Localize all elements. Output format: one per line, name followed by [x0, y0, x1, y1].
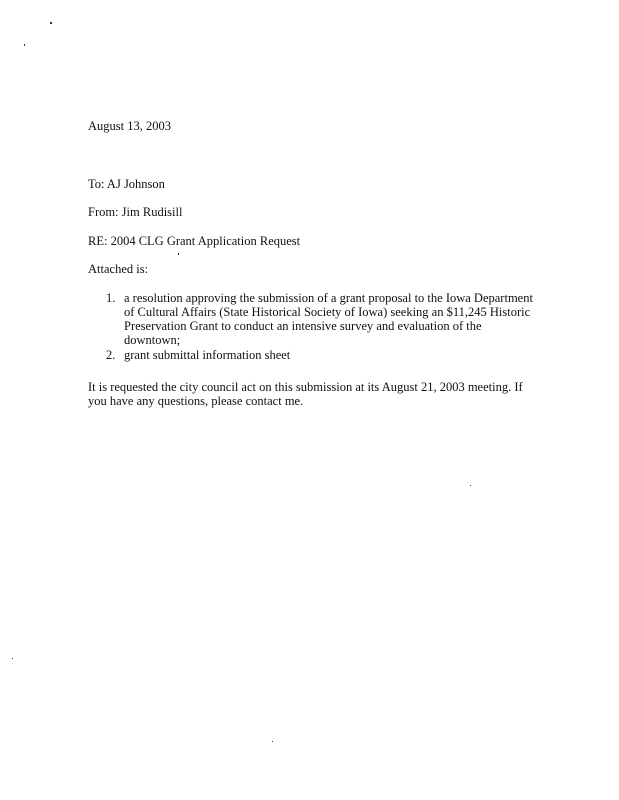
closing-line: you have any questions, please contact me.: [88, 394, 304, 408]
scan-speck: [470, 485, 471, 486]
list-item-line: downtown;: [124, 333, 181, 347]
memo-from: From: Jim Rudisill: [88, 205, 183, 219]
scan-speck: [24, 44, 25, 46]
closing-line: It is requested the city council act on this submission at its August 21, 2003 meeting. If: [88, 380, 523, 394]
memo-subject: RE: 2004 CLG Grant Application Request: [88, 234, 301, 248]
list-number: 2.: [106, 348, 116, 362]
closing-paragraph: [88, 380, 523, 408]
scan-speck: [50, 22, 52, 24]
scan-speck: [178, 253, 179, 255]
list-item-line: a resolution approving the submission of a grant proposal to the Iowa Department: [124, 291, 533, 305]
list-number: 1.: [106, 291, 116, 305]
list-item-line: of Cultural Affairs (State Historical Society of Iowa) seeking an $11,245 Historic: [124, 305, 531, 319]
list-item-line: Preservation Grant to conduct an intensive survey and evaluation of the: [124, 319, 482, 333]
list-item-line: grant submittal information sheet: [124, 348, 291, 362]
attached-label: Attached is:: [88, 262, 149, 276]
memo-to: To: AJ Johnson: [88, 177, 165, 191]
scan-speck: [272, 741, 273, 742]
memo-date: August 13, 2003: [88, 119, 171, 133]
scan-speck: [12, 658, 13, 659]
list-item: [124, 291, 533, 347]
list-item: [124, 348, 290, 362]
